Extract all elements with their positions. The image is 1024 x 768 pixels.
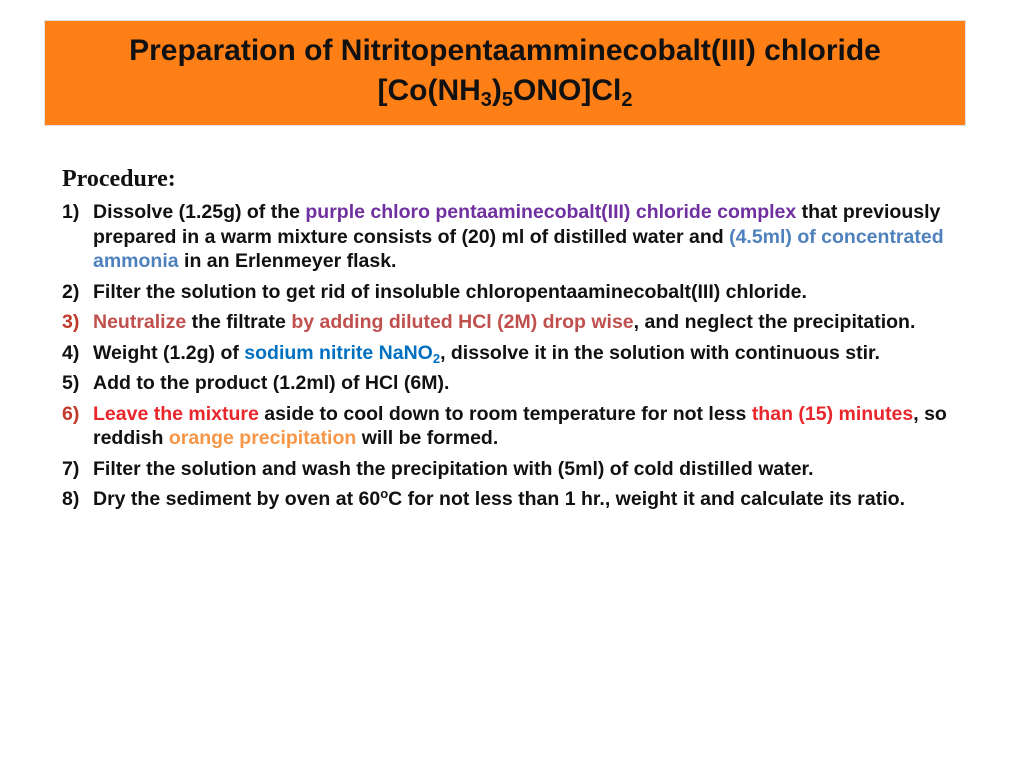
highlight-hcl-dropwise: by adding diluted HCl (2M) drop wise	[291, 311, 634, 333]
step-number: 7)	[62, 457, 80, 480]
procedure-steps	[62, 200, 972, 518]
formula-subscript: 2	[621, 89, 633, 111]
step-4: 4) Weight (1.2g) of sodium nitrite NaNO$_2$, dissolve it in the solution with continuous stir.	[62, 341, 880, 366]
procedure-heading: Procedure:	[62, 166, 176, 192]
step-number: 5)	[62, 372, 80, 394]
step-number: 6)	[62, 402, 80, 425]
degree-superscript: o	[380, 486, 389, 501]
highlight-neutralize: Neutralize	[93, 311, 192, 333]
step-2: 2) Filter the solution to get rid of insoluble chloropentaaminecobalt(III) chloride.	[62, 280, 807, 303]
step-number: 2)	[62, 280, 80, 303]
step-5: 5) Add to the product (1.2ml) of HCl (6M).	[62, 372, 450, 394]
formula-part: ONO]Cl	[513, 74, 622, 107]
step-number: 3)	[62, 311, 80, 333]
step-3: 3) Neutralize the filtrate by adding diluted HCl (2M) drop wise, and neglect the precipitation.	[62, 311, 916, 333]
step-7: 7) Filter the solution and wash the precipitation with (5ml) of cold distilled water.	[62, 457, 814, 480]
highlight-15-minutes: than (15) minutes	[751, 402, 914, 425]
highlight-leave-mixture: Leave the mixture	[93, 402, 259, 425]
title-banner	[44, 20, 966, 126]
highlight-orange-precipitation: orange precipitation	[168, 427, 357, 449]
step-6: 6) Leave the mixture aside to cool down to room temperature for not less than (15) minutes, so reddish orange precipitation will be formed.	[62, 402, 947, 449]
highlight-sodium-nitrite: sodium nitrite NaNO	[244, 341, 433, 364]
step-number: 1)	[62, 201, 80, 223]
step-number: 8)	[62, 488, 80, 510]
highlight-purple-complex: purple chloro pentaaminecobalt(III) chloride complex	[305, 201, 797, 223]
formula-subscript: 5	[501, 89, 514, 111]
step-8: 8) Dry the sediment by oven at 60$^o$C for not less than 1 hr., weight it and calculate its ratio.	[62, 486, 905, 510]
step-1: 1) Dissolve (1.25g) of the purple chloro pentaaminecobalt(III) chloride complex that previously prepared in a warm mixture consists of (20) ml of distilled water and (4.5ml) of concentrated ammonia in an Erlenmeyer flask.	[62, 201, 944, 272]
formula-part: [Co(NH	[377, 74, 481, 107]
title-line-1: Preparation of Nitritopentaamminecobalt(III) chloride	[129, 34, 881, 67]
step-number: 4)	[62, 341, 80, 364]
highlight-ammonia: (4.5ml) of concentrated ammonia	[93, 225, 944, 272]
formula-part: )	[491, 74, 502, 107]
formula-subscript: 2	[432, 350, 441, 366]
title-formula	[45, 71, 965, 111]
formula-subscript: 3	[480, 89, 492, 111]
